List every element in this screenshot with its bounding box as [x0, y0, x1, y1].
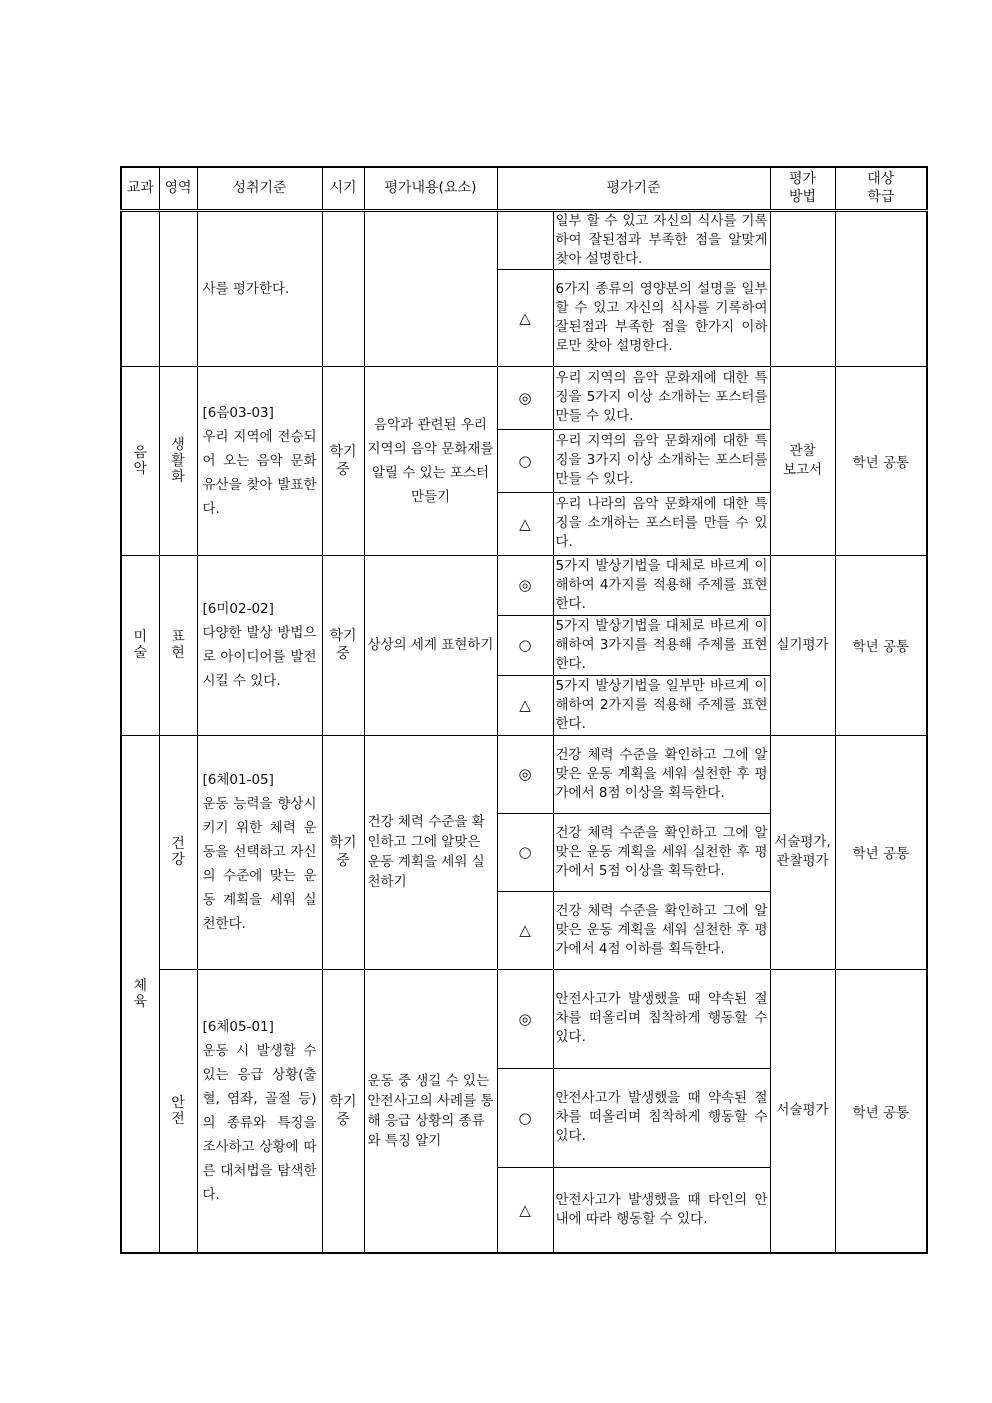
subject-cell [121, 210, 159, 366]
standard-code: [6미02-02] [202, 601, 274, 617]
timing-cell [322, 555, 364, 735]
standard-code: [6음03-03] [202, 404, 274, 421]
method-cell: 서술평가 [770, 969, 835, 1253]
area-label: 표 현 [171, 629, 185, 661]
target-cell [835, 210, 927, 366]
method-cell: 서술평가, 관찰평가 [770, 735, 835, 969]
subject-art [121, 555, 159, 735]
area-label: 안 전 [171, 1094, 185, 1127]
timing-cell [322, 735, 364, 969]
header-criteria: 평가기준 [497, 167, 770, 210]
timing-cell [322, 210, 364, 366]
level-symbol: △ [497, 1167, 553, 1253]
target-cell: 학년 공통 [835, 555, 927, 735]
method-cell: 실기평가 [770, 555, 835, 735]
subject-pe [121, 735, 159, 1253]
method-cell [770, 210, 835, 366]
timing-label: 학기 중 [329, 1093, 357, 1128]
timing-cell [322, 366, 364, 555]
content-cell: 상상의 세계 표현하기 [364, 555, 497, 735]
method-cell: 관찰 보고서 [770, 366, 835, 555]
standard-code: [6체01-05] [202, 772, 274, 788]
level-symbol: ◎ [497, 969, 553, 1068]
criteria-cell: 우리 지역의 음악 문화재에 대한 특징을 5가지 이상 소개하는 포스터를 만들 수 있다. [553, 366, 770, 429]
standard-code: [6체05-01] [202, 1018, 274, 1035]
level-symbol: ○ [497, 1068, 553, 1167]
criteria-cell: 우리 나라의 음악 문화재에 대한 특징을 소개하는 포스터를 만들 수 있다. [553, 492, 770, 555]
criteria-cell: 건강 체력 수준을 확인하고 그에 알맞은 운동 계획을 세워 실천한 후 평가에서 4점 이하를 획득한다. [553, 891, 770, 969]
timing-label: 학기 중 [329, 835, 357, 869]
header-standard: 성취기준 [197, 167, 322, 210]
subject-music [121, 366, 159, 555]
content-cell [364, 210, 497, 366]
target-cell: 학년 공통 [835, 735, 927, 969]
level-symbol: ○ [497, 813, 553, 891]
content-cell: 건강 체력 수준을 확인하고 그에 알맞은 운동 계획을 세워 실천하기 [364, 735, 497, 969]
level-symbol: ○ [497, 429, 553, 492]
timing-cell [322, 969, 364, 1253]
subject-label: 체 육 [133, 977, 148, 1010]
level-symbol [497, 210, 553, 269]
criteria-cell: 건강 체력 수준을 확인하고 그에 알맞은 운동 계획을 세워 실천한 후 평가에서 8점 이상을 획득한다. [553, 735, 770, 813]
level-symbol: △ [497, 269, 553, 366]
standard-text: 운동 시 발생할 수 있는 응급 상황(출혈, 염좌, 골절 등)의 종류와 특징을 조사하고 상황에 따른 대처법을 탐색한다. [202, 1042, 317, 1203]
standard-cell [197, 969, 322, 1253]
level-symbol: △ [497, 891, 553, 969]
content-cell: 운동 중 생길 수 있는 안전사고의 사례를 통해 응급 상황의 종류와 특징 알기 [364, 969, 497, 1253]
subject-label: 미 술 [133, 629, 148, 661]
criteria-cell: 6가지 종류의 영양분의 설명을 일부 할 수 있고 자신의 식사를 기록하여 잘된점과 부족한 점을 한가지 이하로만 찾아 설명한다. [553, 269, 770, 366]
level-symbol: ◎ [497, 735, 553, 813]
area-safety [159, 969, 197, 1253]
criteria-cell: 일부 할 수 있고 자신의 식사를 기록하여 잘된점과 부족한 점을 알맞게 찾아 설명한다. [553, 210, 770, 269]
header-target: 대상 학급 [835, 167, 927, 210]
standard-text: 다양한 발상 방법으로 아이디어를 발전시킬 수 있다. [202, 625, 317, 689]
target-cell: 학년 공통 [835, 969, 927, 1253]
header-area: 영역 [159, 167, 197, 210]
standard-cell [197, 555, 322, 735]
criteria-cell: 5가지 발상기법을 대체로 바르게 이해하여 4가지를 적용해 주제를 표현한다. [553, 555, 770, 615]
criteria-cell: 5가지 발상기법을 대체로 바르게 이해하여 3가지를 적용해 주제를 표현한다. [553, 615, 770, 675]
table-row [121, 969, 927, 1068]
standard-text: 운동 능력을 향상시키기 위한 체력 운동을 선택하고 자신의 수준에 맞는 운동 계획을 세워 실천한다. [202, 796, 317, 932]
area-label: 생 활 화 [171, 436, 185, 485]
table-row [121, 210, 927, 269]
header-row [121, 167, 927, 210]
timing-label: 학기 중 [329, 443, 357, 478]
content-cell: 음악과 관련된 우리 지역의 음악 문화재를 알릴 수 있는 포스터 만들기 [364, 366, 497, 555]
criteria-cell: 건강 체력 수준을 확인하고 그에 알맞은 운동 계획을 세워 실천한 후 평가에서 5점 이상을 획득한다. [553, 813, 770, 891]
criteria-cell: 5가지 발상기법을 일부만 바르게 이해하여 2가지를 적용해 주제를 표현한다. [553, 675, 770, 735]
area-label: 건 강 [171, 836, 185, 868]
header-subject: 교과 [121, 167, 159, 210]
level-symbol: ◎ [497, 366, 553, 429]
standard-cell [197, 366, 322, 555]
table-row [121, 555, 927, 615]
level-symbol: △ [497, 675, 553, 735]
criteria-cell: 우리 지역의 음악 문화재에 대한 특징을 3가지 이상 소개하는 포스터를 만들 수 있다. [553, 429, 770, 492]
criteria-cell: 안전사고가 발생했을 때 타인의 안내에 따라 행동할 수 있다. [553, 1167, 770, 1253]
header-timing: 시기 [322, 167, 364, 210]
table-row [121, 366, 927, 429]
criteria-cell: 안전사고가 발생했을 때 약속된 절차를 떠올리며 침착하게 행동할 수 있다. [553, 1068, 770, 1167]
level-symbol: ○ [497, 615, 553, 675]
timing-label: 학기 중 [329, 628, 357, 662]
subject-label: 음 악 [133, 444, 148, 477]
standard-text: 우리 지역에 전승되어 오는 음악 문화유산을 찾아 발표한다. [202, 428, 317, 517]
header-method: 평가 방법 [770, 167, 835, 210]
area-health [159, 735, 197, 969]
area-expression [159, 555, 197, 735]
level-symbol: △ [497, 492, 553, 555]
standard-cell [197, 735, 322, 969]
area-cell [159, 210, 197, 366]
area-lifestyle [159, 366, 197, 555]
level-symbol: ◎ [497, 555, 553, 615]
evaluation-plan-table [120, 166, 928, 1254]
standard-cell: 사를 평가한다. [197, 210, 322, 366]
criteria-cell: 안전사고가 발생했을 때 약속된 절차를 떠올리며 침착하게 행동할 수 있다. [553, 969, 770, 1068]
header-content: 평가내용(요소) [364, 167, 497, 210]
table-row [121, 735, 927, 813]
target-cell: 학년 공통 [835, 366, 927, 555]
